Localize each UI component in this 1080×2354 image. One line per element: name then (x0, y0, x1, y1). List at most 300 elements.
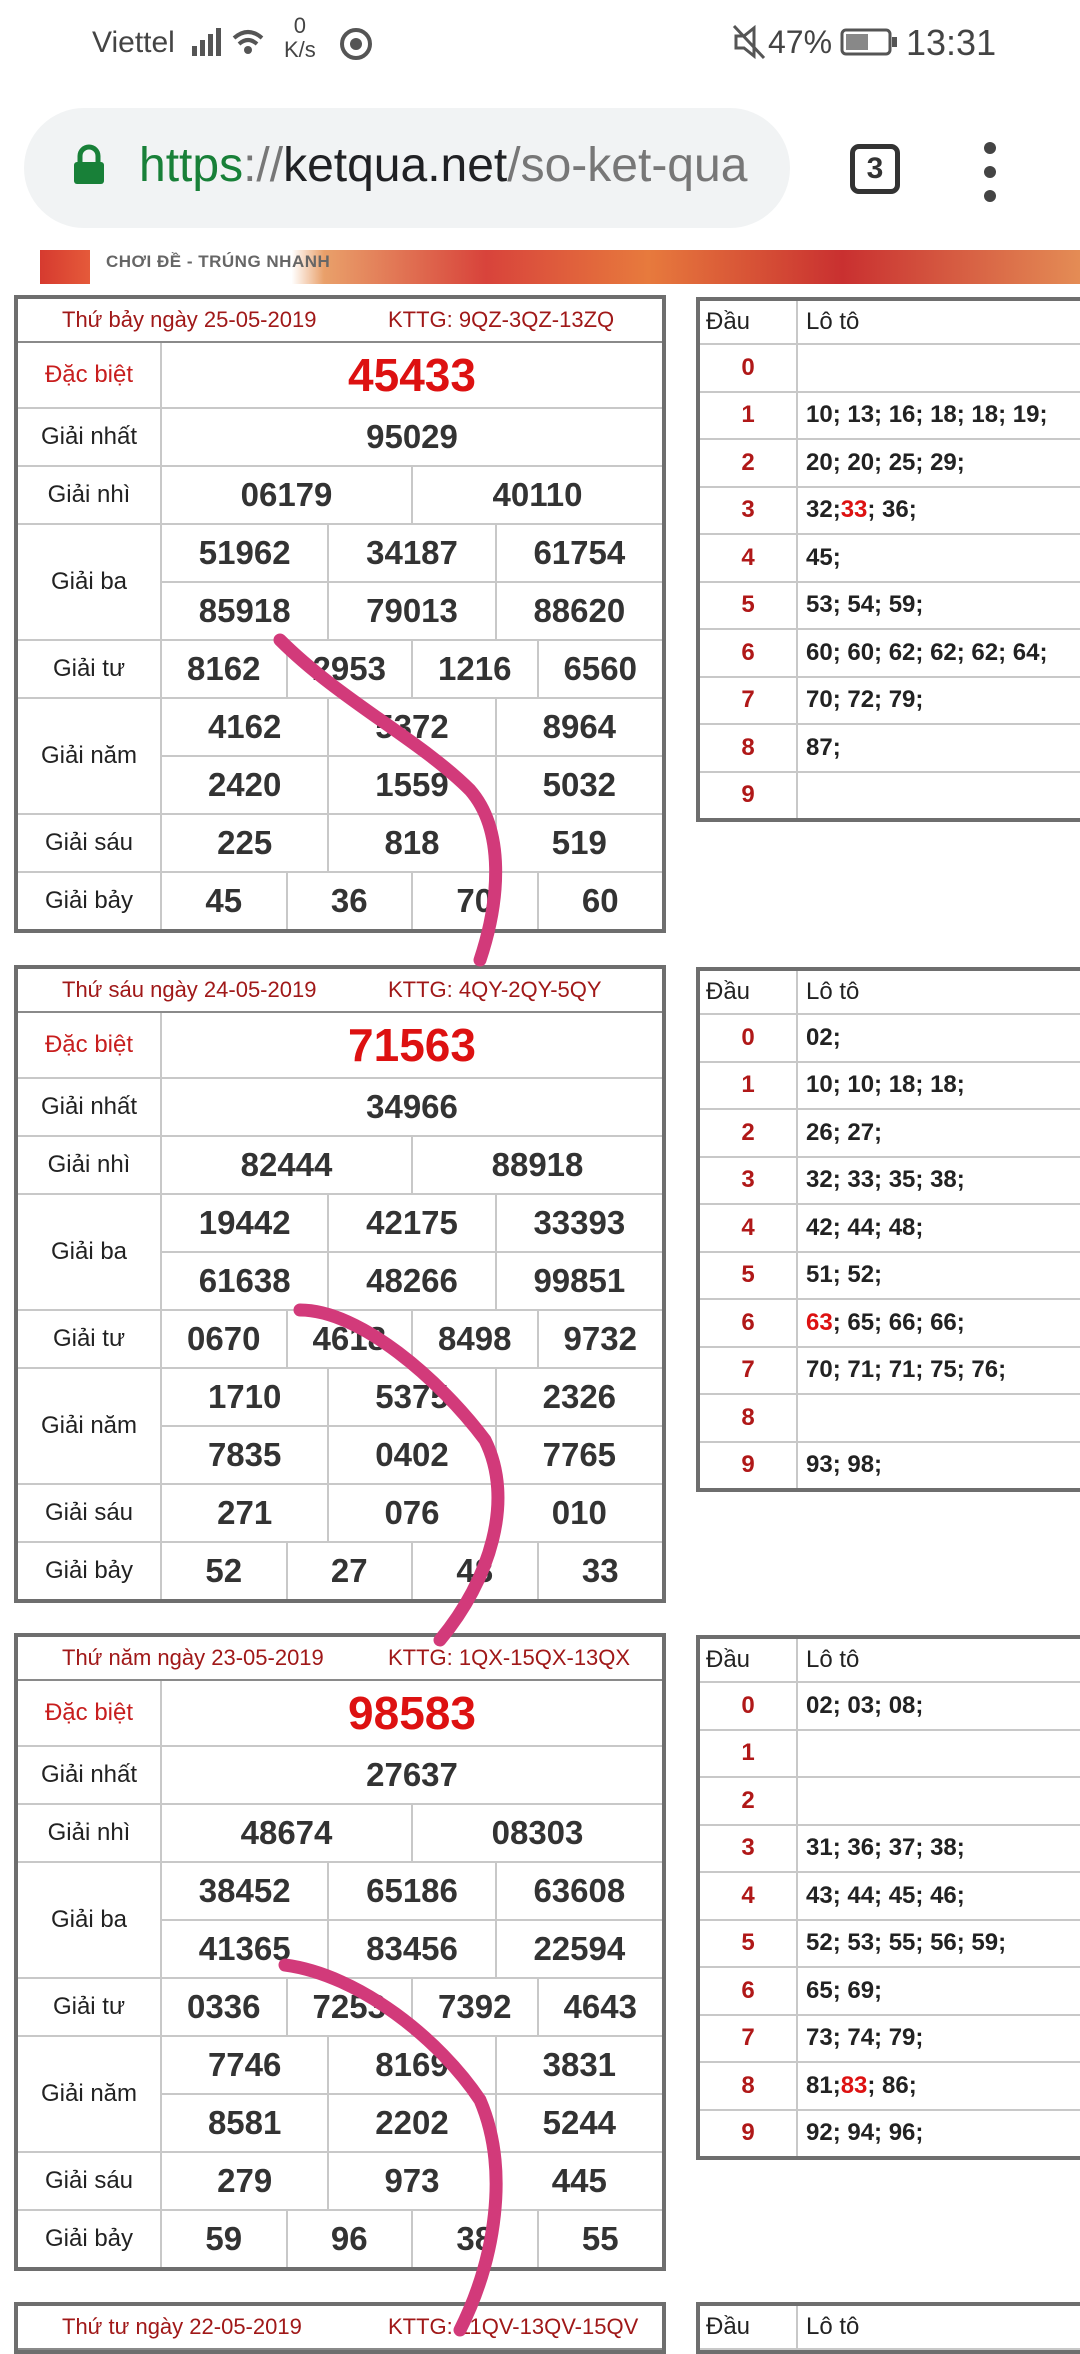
prize-number: 48674 (240, 1814, 333, 1851)
prize-row-giai-nam (18, 699, 662, 815)
loto-row (700, 345, 1080, 393)
kttg-code: KTTG: 1QX-15QX-13QX (388, 1645, 631, 1670)
loto-numbers-rest: ; 86; (867, 2071, 917, 2099)
loto-numbers (798, 1683, 1080, 1729)
loto-row (700, 2111, 1080, 2157)
loto-numbers-text: 26; 27; (806, 1118, 883, 1146)
loto-row (700, 1778, 1080, 1826)
loto-numbers (798, 1873, 1080, 1919)
prize-number: 19442 (198, 1204, 291, 1241)
loto-numbers (798, 345, 1080, 391)
loto-row (700, 1731, 1080, 1779)
loto-numbers (798, 2111, 1080, 2157)
loto-numbers-text: 70; 71; 71; 75; 76; (806, 1356, 1007, 1384)
loto-head-col: Đầu (700, 971, 798, 1013)
prize-label: Giải bảy (18, 873, 162, 929)
loto-head-digit: 4 (700, 1205, 798, 1251)
loto-head-col: Đầu (700, 1639, 798, 1681)
prize-label: Giải tư (18, 1979, 162, 2035)
speed-unit: K/s (284, 37, 316, 62)
loto-numbers-text: 10; 13; 16; 18; 18; 19; (806, 401, 1048, 429)
loto-numbers-text: 43; 44; 45; 46; (806, 1881, 965, 1909)
loto-row (700, 535, 1080, 583)
prize-label: Giải năm (18, 699, 162, 813)
loto-numbers-text: 60; 60; 62; 62; 62; 64; (806, 638, 1048, 666)
loto-row (700, 488, 1080, 536)
prize-number: 8498 (411, 1311, 537, 1367)
prize-label: Đặc biệt (18, 1681, 162, 1745)
loto-numbers (798, 583, 1080, 629)
prize-label: Giải tư (18, 641, 162, 697)
special-tail-highlight: 83 (840, 2071, 868, 2099)
loto-numbers-text: 51; 52; (806, 1261, 883, 1289)
prize-line (162, 1919, 662, 1977)
prize-label: Đặc biệt (18, 1013, 162, 1077)
prize-values (162, 1863, 662, 1977)
loto-head-digit: 2 (700, 440, 798, 486)
prize-number: 271 (217, 1494, 273, 1531)
loto-head-digit: 1 (700, 1063, 798, 1109)
prize-number: 1216 (411, 641, 537, 697)
prize-values (162, 1681, 662, 1745)
loto-numbers (798, 725, 1080, 771)
prize-line (162, 1369, 662, 1425)
prize-label: Giải bảy (18, 1543, 162, 1599)
loto-head-digit: 0 (700, 345, 798, 391)
prize-row-giai-tu (18, 1311, 662, 1369)
loto-head-digit: 7 (700, 1348, 798, 1394)
loto-numbers (798, 1015, 1080, 1061)
loto-head-digit: 5 (700, 583, 798, 629)
prize-number: 1559 (327, 757, 494, 813)
url-text[interactable] (139, 138, 779, 193)
loto-numbers (798, 1348, 1080, 1394)
loto-head-digit: 4 (700, 535, 798, 581)
prize-number: 82444 (240, 1146, 333, 1183)
loto-row (700, 583, 1080, 631)
loto-numbers-text: 52; 53; 55; 56; 59; (806, 1929, 1007, 1957)
prize-line (162, 1485, 662, 1541)
prize-number: 95029 (366, 418, 458, 455)
prize-row-giai-nhat (18, 409, 662, 467)
loto-head-digit: 3 (700, 488, 798, 534)
prize-row-giai-tu (18, 1979, 662, 2037)
loto-head-col: Đầu (700, 301, 798, 343)
prize-label: Giải nhất (18, 409, 162, 465)
prize-line (162, 2153, 662, 2209)
prize-number: 3831 (495, 2037, 662, 2093)
loto-head-digit: 2 (700, 1778, 798, 1824)
prize-line (162, 525, 662, 581)
prize-number: 65186 (327, 1863, 494, 1919)
loto-numbers (798, 1826, 1080, 1872)
prize-number: 06179 (240, 476, 333, 513)
prize-values (162, 1195, 662, 1309)
loto-row (700, 725, 1080, 773)
prize-number: 0402 (327, 1427, 494, 1483)
loto-table (696, 967, 1080, 1492)
prize-number: 279 (217, 2162, 273, 2199)
prize-number: 8581 (207, 2104, 282, 2141)
prize-number: 8162 (187, 650, 261, 687)
special-tail-highlight: 63 (806, 1308, 833, 1336)
loto-table (696, 297, 1080, 822)
prize-number: 52 (205, 1552, 243, 1589)
loto-numbers (798, 488, 1080, 534)
loto-numbers (798, 1443, 1080, 1489)
prize-label: Giải bảy (18, 2211, 162, 2267)
prize-row-dac-biet (18, 343, 662, 409)
prize-line (162, 1979, 662, 2035)
prize-number: 79013 (327, 583, 494, 639)
loto-header (700, 1639, 1080, 1683)
prize-label: Giải nhì (18, 467, 162, 523)
loto-numbers (798, 1778, 1080, 1824)
prize-number: 60 (537, 873, 663, 929)
result-table (14, 1633, 666, 2271)
loto-header (700, 2306, 1080, 2350)
prize-number: 88620 (495, 583, 662, 639)
prize-line (162, 1543, 662, 1599)
loto-numbers-text: 92; 94; 96; (806, 2119, 924, 2147)
prize-values (162, 641, 662, 697)
loto-row (700, 1683, 1080, 1731)
loto-numbers (798, 535, 1080, 581)
loto-numbers (798, 1968, 1080, 2014)
loto-head-digit: 2 (700, 1110, 798, 1156)
prize-label: Giải nhì (18, 1805, 162, 1861)
prize-number: 45 (205, 882, 243, 919)
prize-number: 1710 (207, 1378, 282, 1415)
draw-date[interactable]: Thứ sáu ngày 24-05-2019 (62, 977, 317, 1002)
prize-number: 85918 (198, 592, 291, 629)
prize-number: 4643 (537, 1979, 663, 2035)
loto-numbers (798, 1205, 1080, 1251)
loto-numbers (798, 630, 1080, 676)
prize-row-giai-bay (18, 2211, 662, 2267)
prize-number: 48266 (327, 1253, 494, 1309)
special-prize-number: 45433 (348, 349, 476, 401)
prize-row-giai-ba (18, 1863, 662, 1979)
prize-number: 61638 (198, 1262, 291, 1299)
prize-row-giai-nhat (18, 1747, 662, 1805)
loto-numbers-text: 65; 69; (806, 1976, 883, 2004)
prize-number: 5375 (327, 1369, 494, 1425)
banner-ad[interactable] (0, 250, 1080, 284)
prize-values (162, 2037, 662, 2151)
prize-number: 7392 (411, 1979, 537, 2035)
loto-row (700, 1873, 1080, 1921)
loto-row (700, 1443, 1080, 1489)
draw-date[interactable]: Thứ bảy ngày 25-05-2019 (62, 307, 317, 332)
loto-numbers-text: 20; 20; 25; 29; (806, 448, 965, 476)
prize-line (162, 1805, 662, 1861)
prize-number: 27 (286, 1543, 412, 1599)
loto-numbers-rest: ; 36; (867, 496, 917, 524)
prize-number: 38 (411, 2211, 537, 2267)
prize-row-giai-nam (18, 1369, 662, 1485)
prize-label: Giải năm (18, 1369, 162, 1483)
prize-line (162, 2093, 662, 2151)
loto-head-digit: 3 (700, 1158, 798, 1204)
prize-number: 63608 (495, 1863, 662, 1919)
loto-numbers (798, 1158, 1080, 1204)
loto-numbers (798, 2016, 1080, 2062)
prize-values (162, 1747, 662, 1803)
prize-line (162, 1079, 662, 1135)
prize-label: Giải nhất (18, 1747, 162, 1803)
loto-row (700, 1063, 1080, 1111)
result-table (14, 965, 666, 1603)
prize-values (162, 1079, 662, 1135)
loto-header (700, 301, 1080, 345)
address-bar[interactable] (24, 108, 790, 228)
prize-line (162, 1195, 662, 1251)
prize-values (162, 343, 662, 407)
prize-values (162, 1485, 662, 1541)
special-prize-number: 98583 (348, 1687, 476, 1739)
signal-icon (190, 22, 270, 70)
prize-number: 5244 (495, 2095, 662, 2151)
loto-numbers-text: 93; 98; (806, 1451, 883, 1479)
loto-head-digit: 0 (700, 1015, 798, 1061)
result-header (18, 969, 662, 1013)
prize-values (162, 699, 662, 813)
loto-head-col: Đầu (700, 2306, 798, 2348)
kttg-code: KTTG: 4QY-2QY-5QY (388, 977, 602, 1002)
prize-row-giai-nhat (18, 1079, 662, 1137)
prize-number: 34966 (366, 1088, 458, 1125)
loto-row (700, 2063, 1080, 2111)
loto-row (700, 1921, 1080, 1969)
prize-values (162, 1979, 662, 2035)
prize-label: Giải năm (18, 2037, 162, 2151)
loto-numbers-text: 87; (806, 733, 841, 761)
prize-label: Giải ba (18, 525, 162, 639)
loto-row (700, 1253, 1080, 1301)
prize-number: 4618 (286, 1311, 412, 1367)
battery-percent: 47% (768, 24, 833, 60)
loto-numbers (798, 1921, 1080, 1967)
prize-line (162, 343, 662, 407)
prize-row-giai-nhi (18, 467, 662, 525)
prize-values (162, 467, 662, 523)
result-header (18, 299, 662, 343)
loto-row (700, 678, 1080, 726)
kttg-code: KTTG: 11QV-13QV-15QV (388, 2314, 639, 2339)
prize-number: 7746 (207, 2046, 282, 2083)
loto-numbers-text: 32; (806, 496, 841, 524)
loto-head-digit: 1 (700, 1731, 798, 1777)
prize-number: 0336 (187, 1988, 261, 2025)
loto-numbers-rest: ; 65; 66; 66; (832, 1308, 965, 1336)
loto-table (696, 1635, 1080, 2160)
prize-row-giai-sau (18, 2153, 662, 2211)
prize-number: 0670 (187, 1320, 261, 1357)
mute-icon (732, 22, 768, 70)
banner-slogan: CHƠI ĐỀ - TRÚNG NHANH (106, 252, 331, 271)
loto-row (700, 1300, 1080, 1348)
loto-head-digit: 9 (700, 2111, 798, 2157)
loto-head-digit: 8 (700, 725, 798, 771)
loto-numbers-col: Lô tô (806, 1646, 860, 1673)
loto-numbers (798, 393, 1080, 439)
loto-numbers (798, 678, 1080, 724)
prize-number: 08303 (411, 1805, 662, 1861)
prize-number: 519 (495, 815, 662, 871)
prize-number: 33 (537, 1543, 663, 1599)
prize-number: 41365 (198, 1930, 291, 1967)
prize-label: Giải nhì (18, 1137, 162, 1193)
prize-number: 96 (286, 2211, 412, 2267)
status-bar (0, 0, 1080, 90)
prize-label: Giải ba (18, 1863, 162, 1977)
overflow-menu-icon[interactable] (984, 142, 998, 202)
prize-number: 9732 (537, 1311, 663, 1367)
loto-numbers (798, 1110, 1080, 1156)
prize-label: Giải sáu (18, 815, 162, 871)
loto-row (700, 1826, 1080, 1874)
prize-number: 22594 (495, 1921, 662, 1977)
prize-row-giai-sau (18, 1485, 662, 1543)
loto-numbers-text: 73; 74; 79; (806, 2024, 924, 2052)
prize-number: 2326 (495, 1369, 662, 1425)
loto-row (700, 1205, 1080, 1253)
banner-logo (0, 250, 90, 284)
prize-row-giai-sau (18, 815, 662, 873)
prize-line (162, 1747, 662, 1803)
prize-row-giai-ba (18, 1195, 662, 1311)
prize-number: 48 (411, 1543, 537, 1599)
loto-numbers-text: 53; 54; 59; (806, 591, 924, 619)
draw-date[interactable]: Thứ năm ngày 23-05-2019 (62, 1645, 324, 1670)
prize-row-dac-biet (18, 1681, 662, 1747)
prize-values (162, 1013, 662, 1077)
loto-numbers (798, 1063, 1080, 1109)
prize-row-giai-bay (18, 873, 662, 929)
prize-row-giai-bay (18, 1543, 662, 1599)
result-table (14, 2302, 666, 2354)
prize-number: 5032 (495, 757, 662, 813)
loto-numbers (798, 1731, 1080, 1777)
loto-numbers-col: Lô tô (806, 308, 860, 335)
prize-number: 40110 (411, 467, 662, 523)
loto-row (700, 773, 1080, 819)
loto-table (696, 2302, 1080, 2354)
loto-numbers-text: 81; (806, 2071, 841, 2099)
prize-number: 818 (327, 815, 494, 871)
loto-head-digit: 6 (700, 1968, 798, 2014)
prize-line (162, 1681, 662, 1745)
url-host: ketqua.net (283, 139, 508, 192)
result-table (14, 295, 666, 933)
loto-numbers-text: 42; 44; 48; (806, 1213, 924, 1241)
loto-numbers-text: 02; 03; 08; (806, 1691, 924, 1719)
speed-value: 0 (293, 13, 307, 38)
loto-row (700, 1968, 1080, 2016)
prize-number: 2202 (327, 2095, 494, 2151)
result-header (18, 1637, 662, 1681)
prize-line (162, 409, 662, 465)
loto-row (700, 393, 1080, 441)
prize-number: 010 (495, 1485, 662, 1541)
prize-number: 59 (205, 2220, 243, 2257)
loto-numbers (798, 2063, 1080, 2109)
loto-row (700, 630, 1080, 678)
prize-number: 42175 (327, 1195, 494, 1251)
prize-line (162, 1863, 662, 1919)
loto-row (700, 2016, 1080, 2064)
prize-line (162, 699, 662, 755)
prize-values (162, 2153, 662, 2209)
clock: 13:31 (906, 22, 997, 63)
prize-line (162, 641, 662, 697)
loto-numbers-col: Lô tô (806, 2313, 860, 2340)
prize-line (162, 581, 662, 639)
prize-number: 7765 (495, 1427, 662, 1483)
prize-number: 55 (537, 2211, 663, 2267)
draw-date[interactable]: Thứ tư ngày 22-05-2019 (62, 2314, 302, 2339)
prize-values (162, 815, 662, 871)
prize-number: 27637 (366, 1756, 458, 1793)
prize-label: Giải sáu (18, 1485, 162, 1541)
loto-row (700, 1395, 1080, 1443)
prize-number: 5372 (327, 699, 494, 755)
chrome-icon (340, 28, 372, 68)
loto-numbers (798, 1395, 1080, 1441)
prize-values (162, 873, 662, 929)
prize-row-giai-nhi (18, 1805, 662, 1863)
loto-head-digit: 5 (700, 1253, 798, 1299)
prize-line (162, 467, 662, 523)
loto-numbers (798, 1300, 1080, 1346)
prize-values (162, 1311, 662, 1367)
prize-number: 225 (217, 824, 273, 861)
carrier-name: Viettel (92, 26, 175, 59)
prize-line (162, 815, 662, 871)
special-prize-number: 71563 (348, 1019, 476, 1071)
loto-head-digit: 7 (700, 678, 798, 724)
lock-icon[interactable] (72, 144, 106, 191)
loto-row (700, 440, 1080, 488)
prize-row-giai-nam (18, 2037, 662, 2153)
prize-number: 973 (327, 2153, 494, 2209)
special-tail-highlight: 33 (840, 496, 868, 524)
prize-line (162, 873, 662, 929)
prize-values (162, 1137, 662, 1193)
loto-numbers-text: 10; 10; 18; 18; (806, 1071, 965, 1099)
loto-row (700, 1015, 1080, 1063)
loto-head-digit: 6 (700, 1300, 798, 1346)
prize-line (162, 1137, 662, 1193)
loto-head-digit: 0 (700, 1683, 798, 1729)
prize-number: 8964 (495, 699, 662, 755)
prize-row-giai-ba (18, 525, 662, 641)
prize-values (162, 2211, 662, 2267)
loto-numbers-text: 32; 33; 35; 38; (806, 1166, 965, 1194)
prize-label: Giải ba (18, 1195, 162, 1309)
prize-number: 38452 (198, 1872, 291, 1909)
prize-line (162, 1013, 662, 1077)
prize-row-giai-tu (18, 641, 662, 699)
tab-switcher-button[interactable]: 3 (850, 144, 900, 194)
prize-row-dac-biet (18, 1013, 662, 1079)
loto-row (700, 1348, 1080, 1396)
loto-head-digit: 7 (700, 2016, 798, 2062)
loto-numbers (798, 440, 1080, 486)
prize-number: 83456 (327, 1921, 494, 1977)
loto-numbers-text: 31; 36; 37; 38; (806, 1834, 965, 1862)
